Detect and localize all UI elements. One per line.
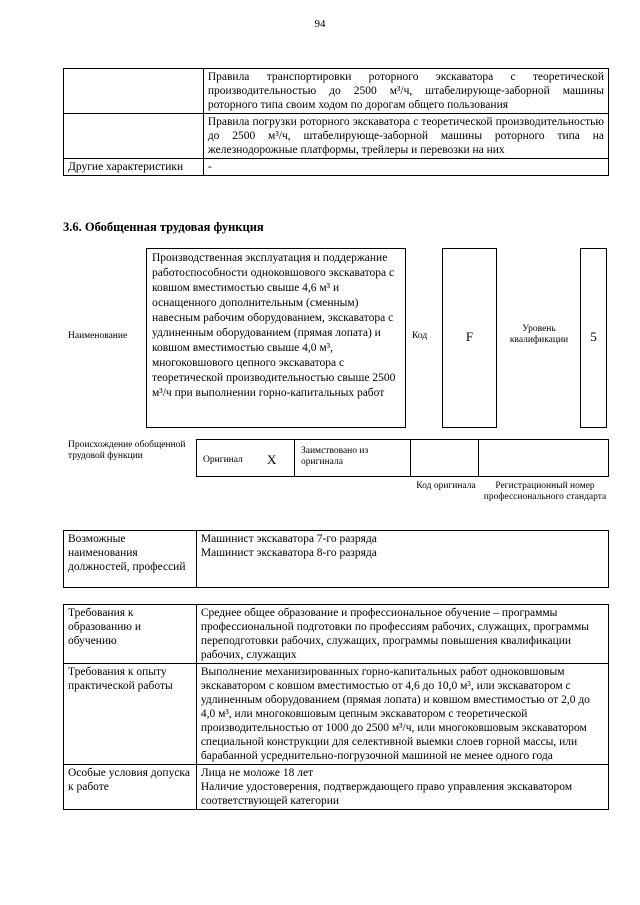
- positions-table: [63, 530, 609, 588]
- table-row: [64, 69, 609, 114]
- table-cell: Правила погрузки роторного экскаватора с теоретической производительностью до 2500 м³/ч, штабелирующе-заборной машины роторного типа на железнодорожные платформы, трейлеры и перевозки на них: [203, 114, 608, 159]
- top-table: [63, 68, 609, 176]
- table-row: [64, 114, 609, 159]
- table-row: [64, 159, 609, 176]
- original-mark: X: [267, 452, 277, 467]
- section-title: 3.6. Обобщенная трудовая функция: [63, 220, 264, 234]
- name-label: Наименование: [68, 331, 128, 341]
- reg-caption: Регистрационный номер профессионального стандарта: [483, 481, 607, 502]
- borrowed-cell: [294, 440, 411, 476]
- code-caption: Код оригинала: [416, 481, 476, 491]
- origin-label: Происхождение обобщенной трудовой функции: [68, 440, 186, 461]
- requirement-label: Особые условия допуска к работе: [64, 765, 197, 810]
- requirement-value: Лица не моложе 18 лет Наличие удостоверения, подтверждающего право управления экскаватором соответствующей категории: [196, 765, 608, 810]
- level-label: Уровень квалификации: [509, 324, 569, 345]
- requirement-value: Среднее общее образование и профессиональное обучение – программы профессиональной подготовки по профессиям рабочих, служащих, программы переподготовки рабочих, служащих, программы повышения квалификации рабочих, служащих: [196, 605, 608, 664]
- level-value: 5: [590, 329, 597, 344]
- table-cell: [64, 114, 204, 159]
- page-number: 94: [314, 18, 326, 30]
- positions-label: Возможные наименования должностей, профессий: [64, 531, 197, 588]
- table-row: [64, 605, 609, 664]
- borrowed-label: Заимствовано из оригинала: [301, 446, 369, 467]
- table-row: [64, 664, 609, 765]
- original-label: Оригинал: [203, 455, 243, 465]
- table-cell: Правила транспортировки роторного экскаватора с теоретической производительностью до 2500 м³/ч, штабелирующе-заборной машины роторного типа своим ходом по дорогам общего пользования: [203, 69, 608, 114]
- table-cell: Другие характеристики: [64, 159, 204, 176]
- code-value: F: [465, 329, 474, 344]
- list-item: Машинист экскаватора 7-го разряда: [200, 533, 377, 545]
- requirement-label: Требования к опыту практической работы: [64, 664, 197, 765]
- positions-values: [196, 531, 608, 588]
- origin-code-cell: [410, 440, 479, 476]
- function-name: Производственная эксплуатация и поддержание работоспособности одноковшового экскаватора с ковшом вместимостью свыше 4,6 м³ и оснащенного дополнительным (сменным) навесным рабочим оборудованием, экскаватора с удлиненным оборудованием (прямая лопата) и ковшом вместимостью свыше 4,0 м³, многоковшового цепного экскаватора с теоретической производительностью свыше 2500 м³/ч при выполнении горно-капитальных работ: [152, 252, 396, 399]
- origin-reg-cell: [478, 440, 609, 476]
- requirements-table: [63, 604, 609, 810]
- origin-row: [196, 439, 609, 477]
- table-cell: -: [203, 159, 608, 176]
- table-cell: [64, 69, 204, 114]
- table-row: [64, 765, 609, 810]
- list-item: Машинист экскаватора 8-го разряда: [200, 547, 377, 559]
- code-label: Код: [412, 331, 428, 341]
- function-name-box: [146, 248, 406, 428]
- table-row: [64, 531, 609, 588]
- requirement-value: Выполнение механизированных горно-капитальных работ одноковшовым экскаватором с ковшом вместимостью от 4,6 до 10,0 м³, или экскаватором с удлиненным оборудованием (прямая лопата) и ковшом вместимостью от 2,0 до 4,0 м³, или многоковшовым цепным экскаватором с теоретической производительностью от 1000 до 2500 м³/ч, или многоковшовым экскаватором специальной конструкции для селективной выемки слоев горной массы, или барабанной усреднительно-погрузочной машиной не менее одного года: [196, 664, 608, 765]
- requirement-label: Требования к образованию и обучению: [64, 605, 197, 664]
